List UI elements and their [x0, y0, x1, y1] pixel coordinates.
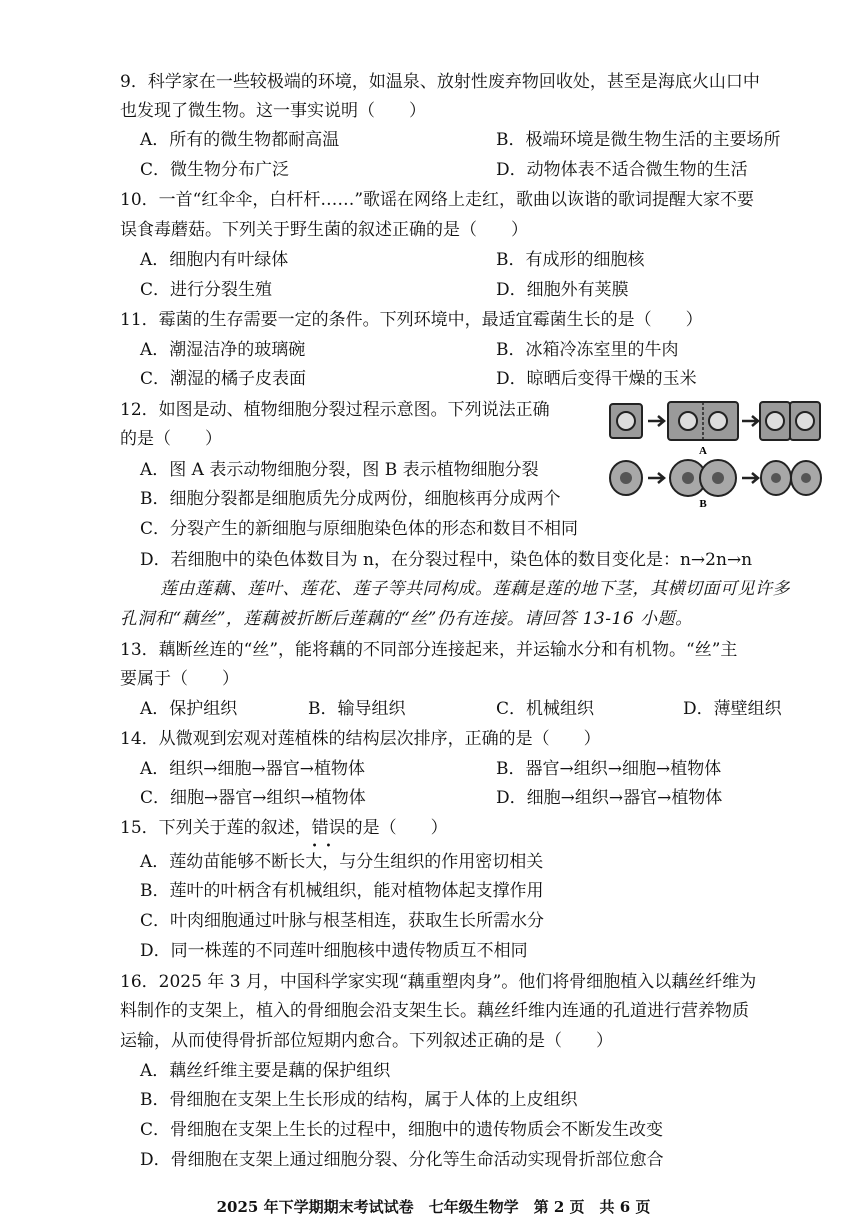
q9-stem-line1: 9．科学家在一些较极端的环境，如温泉、放射性废弃物回收处，甚至是海底火山口中 [120, 72, 760, 92]
animal-nucleus-2a [682, 472, 694, 484]
animal-nucleus-3b [801, 473, 811, 483]
q10-option-d: D．细胞外有荚膜 [496, 280, 629, 300]
lotus-intro-line1: 莲由莲藕、莲叶、莲花、莲子等共同构成。莲藕是莲的地下茎，其横切面可见许多 [160, 579, 790, 599]
q15-option-a: A．莲幼苗能够不断长大，与分生组织的作用密切相关 [140, 852, 544, 872]
q12-stem-line2: 的是（ ） [120, 429, 222, 449]
plant-nucleus-1 [617, 412, 635, 430]
q9-option-c: C．微生物分布广泛 [140, 160, 290, 180]
q13-stem-line1: 13．藕断丝连的“丝”，能将藕的不同部分连接起来，并运输水分和有机物。“丝”主 [120, 640, 738, 660]
animal-nucleus-1 [620, 472, 632, 484]
q14-option-c: C．细胞→器官→组织→植物体 [140, 788, 366, 808]
arrow-right-icon [742, 473, 758, 483]
q10-stem-line1: 10．一首“红伞伞，白杆杆……”歌谣在网络上走红，歌曲以诙谐的歌词提醒大家不要 [120, 190, 755, 210]
q13-option-a: A．保护组织 [140, 699, 238, 719]
emphasis-dots: •• [311, 841, 340, 852]
q16-option-c: C．骨细胞在支架上生长的过程中，细胞中的遗传物质会不断发生改变 [140, 1120, 664, 1140]
q15-stem-line1 [120, 818, 448, 852]
plant-nucleus-3a [766, 412, 784, 430]
q9-stem-line2: 也发现了微生物。这一事实说明（ ） [120, 101, 426, 121]
q16-option-b: B．骨细胞在支架上生长形成的结构，属于人体的上皮组织 [140, 1090, 578, 1110]
q15-option-c: C．叶肉细胞通过叶脉与根茎相连，获取生长所需水分 [140, 911, 545, 931]
q12-stem-line1: 12．如图是动、植物细胞分裂过程示意图。下列说法正确 [120, 400, 550, 420]
q9-option-a: A．所有的微生物都耐高温 [140, 130, 340, 150]
plant-cell-row [610, 402, 820, 457]
q10-option-c: C．进行分裂生殖 [140, 280, 273, 300]
q11-stem-line1: 11．霉菌的生存需要一定的条件。下列环境中，最适宜霉菌生长的是（ ） [120, 310, 703, 330]
q11-option-b: B．冰箱冷冻室里的牛肉 [496, 340, 679, 360]
q13-option-c: C．机械组织 [496, 699, 595, 719]
q12-option-c: C．分裂产生的新细胞与原细胞染色体的形态和数目不相同 [140, 519, 579, 539]
plant-nucleus-3b [796, 412, 814, 430]
q15-emph-text: 错误 [311, 818, 346, 838]
q16-stem-line3: 运输，从而使得骨折部位短期内愈合。下列叙述正确的是（ ） [120, 1031, 613, 1051]
q15-emphasis-word [311, 818, 346, 852]
q11-option-d: D．晾晒后变得干燥的玉米 [496, 369, 697, 389]
arrow-right-icon [648, 416, 664, 426]
q14-stem-line1: 14．从微观到宏观对莲植株的结构层次排序，正确的是（ ） [120, 729, 601, 749]
cell-division-svg [608, 400, 823, 510]
figure-label-a: A [699, 445, 707, 457]
plant-nucleus-2a [679, 412, 697, 430]
q16-option-d: D．骨细胞在支架上通过细胞分裂、分化等生命活动实现骨折部位愈合 [140, 1150, 664, 1170]
arrow-right-icon [648, 473, 664, 483]
animal-nucleus-3a [771, 473, 781, 483]
q10-stem-line2: 误食毒蘑菇。下列关于野生菌的叙述正确的是（ ） [120, 220, 528, 240]
q13-option-b: B．输导组织 [308, 699, 406, 719]
figure-label-b: B [699, 498, 707, 510]
q15-option-b: B．莲叶的叶柄含有机械组织，能对植物体起支撑作用 [140, 881, 544, 901]
q16-option-a: A．藕丝纤维主要是藕的保护组织 [140, 1061, 391, 1081]
q9-option-b: B．极端环境是微生物生活的主要场所 [496, 130, 781, 150]
q12-option-b: B．细胞分裂都是细胞质先分成两份，细胞核再分成两个 [140, 489, 561, 509]
plant-nucleus-2b [709, 412, 727, 430]
q13-option-d: D．薄壁组织 [683, 699, 782, 719]
animal-nucleus-2b [712, 472, 724, 484]
q11-option-c: C．潮湿的橘子皮表面 [140, 369, 307, 389]
q13-stem-line2: 要属于（ ） [120, 669, 239, 689]
q14-option-b: B．器官→组织→细胞→植物体 [496, 759, 722, 779]
q12-option-a: A．图 A 表示动物细胞分裂，图 B 表示植物细胞分裂 [140, 460, 539, 480]
q9-option-d: D．动物体表不适合微生物的生活 [496, 160, 748, 180]
q15-stem-pre: 15．下列关于莲的叙述， [120, 818, 312, 838]
animal-cell-row [610, 460, 821, 510]
q16-stem-line2: 料制作的支架上，植入的骨细胞会沿支架生长。藕丝纤维内连通的孔道进行营养物质 [120, 1001, 749, 1021]
cell-division-diagram [608, 400, 823, 510]
q10-option-a: A．细胞内有叶绿体 [140, 250, 289, 270]
page-footer: 2025 年下学期期末考试试卷 七年级生物学 第 2 页 共 6 页 [216, 1198, 651, 1216]
q14-option-d: D．细胞→组织→器官→植物体 [496, 788, 723, 808]
q14-option-a: A．组织→细胞→器官→植物体 [140, 759, 366, 779]
arrow-right-icon [742, 416, 758, 426]
q12-option-d: D．若细胞中的染色体数目为 n，在分裂过程中，染色体的数目变化是：n→2n→n [140, 550, 753, 570]
q11-option-a: A．潮湿洁净的玻璃碗 [140, 340, 306, 360]
q16-stem-line1: 16．2025 年 3 月，中国科学家实现“藕重塑肉身”。他们将骨细胞植入以藕丝纤维为 [120, 972, 757, 992]
q15-option-d: D．同一株莲的不同莲叶细胞核中遗传物质互不相同 [140, 941, 528, 961]
lotus-intro-line2: 孔洞和“藕丝”，莲藕被折断后莲藕的“丝”仍有连接。请回答 13-16 小题。 [120, 609, 693, 629]
q15-stem-post: 的是（ ） [345, 818, 448, 838]
q10-option-b: B．有成形的细胞核 [496, 250, 645, 270]
